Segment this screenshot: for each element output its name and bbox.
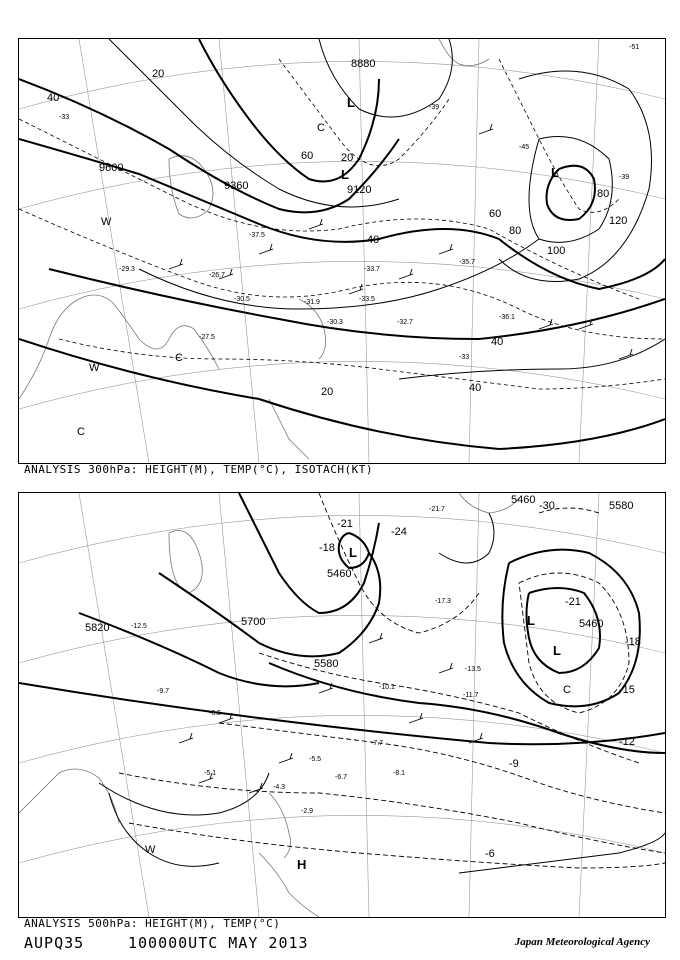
station-temp: -26.7 bbox=[209, 272, 225, 279]
station-temp: -21.7 bbox=[429, 506, 445, 513]
lat-lon-grid bbox=[19, 493, 665, 917]
isotach-label: 20 bbox=[152, 68, 165, 80]
station-temp: -9.7 bbox=[157, 688, 170, 695]
low-pressure-marker: L bbox=[347, 95, 355, 110]
station-temp: -5.1 bbox=[204, 770, 217, 777]
map-500hpa bbox=[19, 493, 665, 917]
height-label: 9600 bbox=[99, 162, 124, 174]
station-temp: -35.7 bbox=[459, 259, 475, 266]
temperature-contours bbox=[119, 493, 665, 868]
isotach-label: 40 bbox=[469, 382, 482, 394]
station-temp: -30.5 bbox=[234, 296, 250, 303]
station-temp: -32.7 bbox=[397, 319, 413, 326]
isotherm-solid-contours bbox=[99, 513, 665, 873]
valid-time: 100000UTC MAY 2013 bbox=[128, 934, 309, 952]
isotach-label: 80 bbox=[597, 188, 610, 200]
low-pressure-marker: L bbox=[341, 167, 349, 182]
temperature-label: -9 bbox=[509, 758, 519, 770]
station-temp: -27.5 bbox=[199, 334, 215, 341]
station-temp: -33.7 bbox=[364, 266, 380, 273]
station-temp: -13.5 bbox=[465, 666, 481, 673]
height-contours bbox=[19, 39, 665, 449]
pressure-systems bbox=[77, 95, 559, 438]
map-300hpa bbox=[19, 39, 665, 463]
station-temp: -30.3 bbox=[327, 319, 343, 326]
temperature-label: -24 bbox=[391, 526, 407, 538]
temperature-label: -21 bbox=[565, 596, 581, 608]
height-label: 5460 bbox=[579, 618, 604, 630]
height-label: 9120 bbox=[347, 184, 372, 196]
station-temp: -2.9 bbox=[301, 808, 314, 815]
station-temp: -4.3 bbox=[273, 784, 286, 791]
station-temp: -10.1 bbox=[379, 684, 395, 691]
isotach-label: 40 bbox=[367, 234, 380, 246]
cold-center-marker: C bbox=[175, 352, 183, 364]
agency-name: Japan Meteorological Agency bbox=[514, 936, 650, 948]
lat-lon-grid bbox=[19, 39, 665, 463]
low-pressure-marker: L bbox=[553, 643, 561, 658]
height-label: 5580 bbox=[609, 500, 634, 512]
isotach-label: 20 bbox=[321, 386, 334, 398]
station-temp: -37.5 bbox=[249, 232, 265, 239]
temperature-label: -21 bbox=[337, 518, 353, 530]
temperature-label: -30 bbox=[539, 500, 555, 512]
temperature-label: -39 bbox=[429, 104, 440, 111]
temperature-label: -15 bbox=[619, 684, 635, 696]
station-temp: -31.9 bbox=[304, 299, 320, 306]
isotach-label: 40 bbox=[47, 92, 60, 104]
cold-center-marker: C bbox=[317, 122, 325, 134]
height-label: 5700 bbox=[241, 616, 266, 628]
isotach-label: 40 bbox=[491, 336, 504, 348]
isotach-label: 60 bbox=[301, 150, 314, 162]
station-temp: -29.3 bbox=[119, 266, 135, 273]
warm-center-marker: W bbox=[145, 844, 156, 856]
station-temp: -12.5 bbox=[131, 623, 147, 630]
temperature-label: -18 bbox=[319, 542, 335, 554]
chart-300hpa bbox=[18, 38, 666, 464]
isotach-label: 80 bbox=[509, 225, 522, 237]
height-label: 5460 bbox=[327, 568, 352, 580]
isotach-label: 120 bbox=[609, 215, 628, 227]
warm-center-marker: W bbox=[101, 216, 112, 228]
temperature-labels bbox=[59, 44, 639, 361]
height-contours bbox=[19, 493, 665, 753]
temperature-label: -45 bbox=[519, 144, 530, 151]
station-temp: -5.5 bbox=[309, 756, 322, 763]
isotach-label: 20 bbox=[341, 152, 354, 164]
chart-500hpa bbox=[18, 492, 666, 918]
low-pressure-marker: L bbox=[349, 545, 357, 560]
height-label: 5580 bbox=[314, 658, 339, 670]
station-temp: -8.1 bbox=[393, 770, 406, 777]
height-label: 9360 bbox=[224, 180, 249, 192]
station-temp: -7.7 bbox=[371, 740, 384, 747]
temperature-contours bbox=[19, 59, 665, 389]
height-label: 5460 bbox=[511, 494, 536, 506]
temperature-label: -39 bbox=[619, 174, 630, 181]
temperature-label: -18 bbox=[625, 636, 641, 648]
caption-300hpa: ANALYSIS 300hPa: HEIGHT(M), TEMP(°C), ISOTACH(KT) bbox=[24, 463, 374, 476]
station-temp: -6.7 bbox=[335, 774, 348, 781]
station-temp: -6.5 bbox=[209, 710, 222, 717]
isotach-label: 100 bbox=[547, 245, 566, 257]
temperature-label: -51 bbox=[629, 44, 640, 51]
temperature-label: -33 bbox=[59, 114, 70, 121]
product-id: AUPQ35 bbox=[24, 934, 85, 952]
caption-500hpa: ANALYSIS 500hPa: HEIGHT(M), TEMP(°C) bbox=[24, 917, 281, 930]
cold-center-marker: C bbox=[77, 426, 85, 438]
cold-center-marker: C bbox=[563, 684, 571, 696]
height-labels bbox=[85, 494, 633, 670]
temperature-label: -12 bbox=[619, 736, 635, 748]
station-observations bbox=[131, 506, 481, 815]
station-temp: -11.7 bbox=[463, 692, 479, 699]
height-label: 8880 bbox=[351, 58, 376, 70]
temperature-label: -33 bbox=[459, 354, 470, 361]
height-label: 5820 bbox=[85, 622, 110, 634]
warm-center-marker: W bbox=[89, 362, 100, 374]
station-temp: -33.5 bbox=[359, 296, 375, 303]
low-pressure-marker: L bbox=[527, 613, 535, 628]
isotach-label: 60 bbox=[489, 208, 502, 220]
high-pressure-marker: H bbox=[297, 857, 307, 872]
station-temp: -17.3 bbox=[435, 598, 451, 605]
temperature-label: -6 bbox=[485, 848, 495, 860]
isotach-labels bbox=[47, 68, 630, 398]
station-temp: -36.1 bbox=[499, 314, 515, 321]
low-pressure-marker: L bbox=[551, 165, 559, 180]
